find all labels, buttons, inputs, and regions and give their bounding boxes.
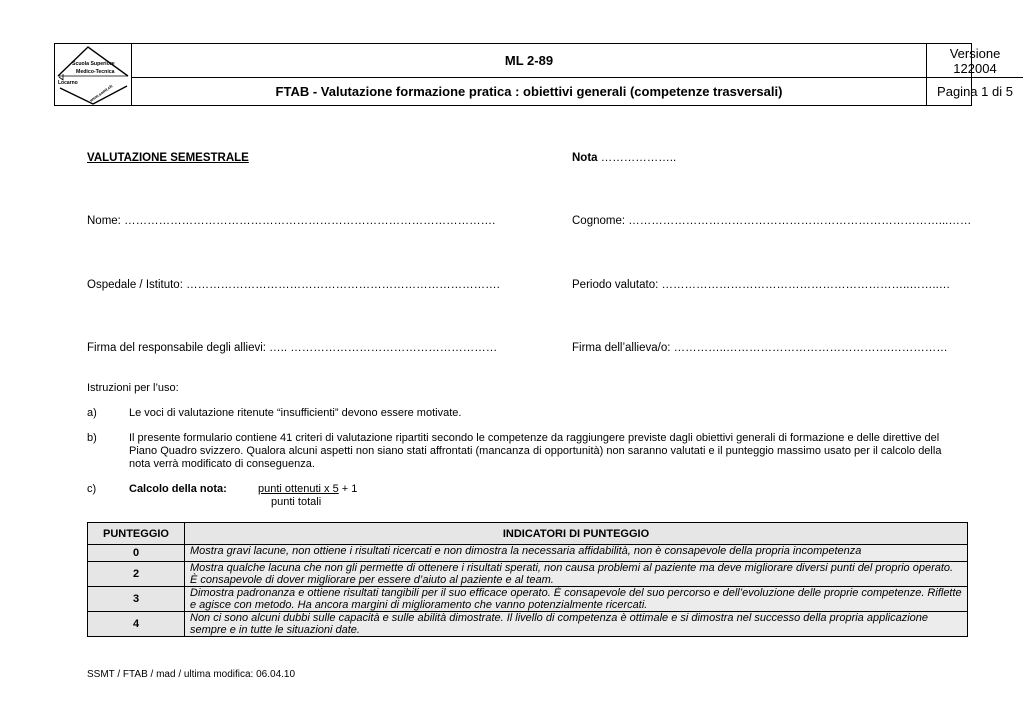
- score-indicator: Mostra qualche lacuna che non gli permette di ottenere i risultati sperati, non causa problemi al paziente ma deve migliorare diversi punti del proprio operato. È consapevole di dover migliorare per essere d’aiuto al paziente e al team.: [185, 562, 968, 587]
- table-row: [88, 562, 968, 587]
- score-value: 0: [88, 545, 185, 562]
- nota-dots: ………………..: [597, 152, 677, 164]
- doc-title: FTAB - Valutazione formazione pratica : obiettivi generali (competenze trasversali): [275, 84, 783, 99]
- school-logo: [55, 44, 132, 105]
- col-punteggio: PUNTEGGIO: [88, 523, 185, 545]
- score-value: 3: [88, 587, 185, 612]
- cognome-dots: ………………………………………………………………………...……: [625, 215, 972, 227]
- version-cell: [926, 44, 1023, 78]
- nome-field[interactable]: [87, 215, 495, 227]
- logo-city: Locarno: [58, 80, 78, 86]
- firma-allieva-field[interactable]: [572, 342, 948, 354]
- nome-label: Nome:: [87, 215, 121, 227]
- table-row: [88, 587, 968, 612]
- periodo-field[interactable]: [572, 279, 950, 291]
- formula-numerator: punti ottenuti x 5: [258, 483, 339, 495]
- instruction-b-text: Il presente formulario contiene 41 criteri di valutazione ripartiti secondo le competenze da raggiungere previste dagli obiettivi generali di formazione e delle direttive del Piano Quadro svizzero. Qualora alcuni aspetti non siano stati affrontati (mancanza di opportunità) non saranno valutati e il punteggio massimo usato per il calcolo della nota verrà modificato di conseguenza.: [129, 432, 942, 470]
- logo-line2: Medico-Tecnica: [76, 69, 115, 75]
- ospedale-field[interactable]: [87, 279, 500, 291]
- ospedale-label: Ospedale / Istituto:: [87, 279, 183, 291]
- score-table: [87, 522, 968, 637]
- periodo-dots: ………………………………………………………..……..…: [658, 279, 951, 291]
- instructions-title: Istruzioni per l’uso:: [87, 382, 179, 394]
- nota-label: Nota: [572, 152, 598, 164]
- score-value: 4: [88, 612, 185, 637]
- logo-web: www.ssmt.ch: [88, 83, 114, 103]
- firma-allieva-dots: …………..…………………………………….……………: [670, 342, 948, 354]
- instruction-c-marker: c): [87, 483, 97, 495]
- cognome-field[interactable]: [572, 215, 971, 227]
- instruction-a-marker: a): [87, 407, 97, 419]
- logo-graphic: [55, 44, 131, 105]
- nome-dots: …………………………………………………………………………………….: [120, 215, 496, 227]
- formula-numerator-line: [258, 483, 357, 496]
- ospedale-dots: ……………………………………………………………………….: [182, 279, 500, 291]
- document-header: [54, 43, 1013, 106]
- periodo-label: Periodo valutato:: [572, 279, 659, 291]
- version-value: 122004: [953, 60, 997, 76]
- score-indicator: Mostra gravi lacune, non ottiene i risultati ricercati e non dimostra la necessaria affidabilità, non è consapevole della propria incompetenza: [185, 545, 968, 562]
- page-number: Pagina 1 di 5: [926, 78, 1023, 105]
- score-indicator: Dimostra padronanza e ottiene risultati tangibili per il suo efficace operato. È consapevole del suo percorso e dell’evoluzione delle proprie competenze. Riflette e agisce con metodo. Ha ancora margini di miglioramento che vanno potenzialmente ricercati.: [185, 587, 968, 612]
- version-label: Versione: [949, 45, 1001, 61]
- firma-allieva-label: Firma dell’allieva/o:: [572, 342, 671, 354]
- nota-field[interactable]: [572, 152, 676, 164]
- instruction-b-marker: b): [87, 432, 97, 444]
- doc-code: ML 2-89: [132, 44, 926, 78]
- formula-denominator: punti totali: [271, 496, 322, 508]
- formula-plus: + 1: [338, 483, 358, 495]
- logo-line1: Scuola Superiore: [72, 61, 115, 67]
- page-footer: SSMT / FTAB / mad / ultima modifica: 06.04.10: [87, 669, 296, 680]
- table-row: [88, 545, 968, 562]
- firma-responsabile-dots: ….. ………………………………………………: [265, 342, 498, 354]
- instruction-a-text: Le voci di valutazione ritenute “insufficienti” devono essere motivate.: [129, 407, 462, 419]
- col-indicatori: INDICATORI DI PUNTEGGIO: [185, 523, 968, 545]
- score-indicator: Non ci sono alcuni dubbi sulle capacità e sulle abilità dimostrate. Il livello di competenza è ottimale e si dimostra nel successo della propria applicazione sempre e in tutte le situazioni date.: [185, 612, 968, 637]
- table-row: [88, 612, 968, 637]
- cognome-label: Cognome:: [572, 215, 626, 227]
- section-title: VALUTAZIONE SEMESTRALE: [87, 152, 249, 164]
- instruction-c-label: Calcolo della nota:: [129, 483, 227, 495]
- firma-responsabile-field[interactable]: [87, 342, 497, 354]
- score-table-header: [88, 523, 968, 545]
- firma-responsabile-label: Firma del responsabile degli allievi:: [87, 342, 266, 354]
- score-value: 2: [88, 562, 185, 587]
